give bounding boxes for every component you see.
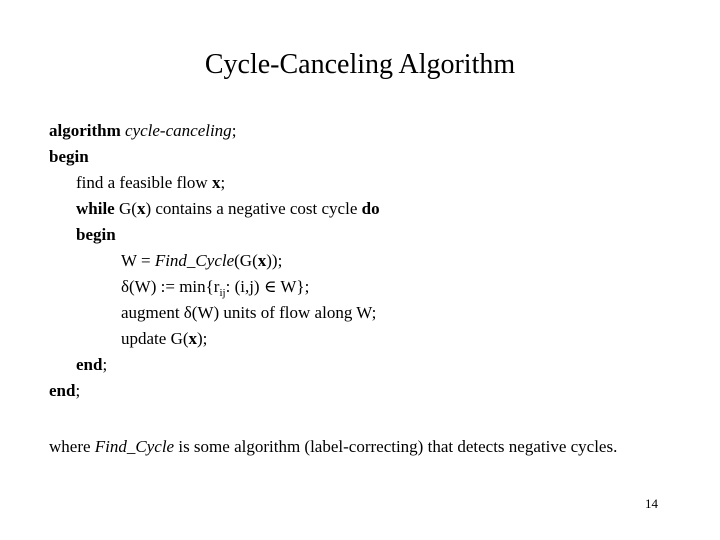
punctuation: ;: [102, 355, 108, 374]
statement-text: : (i,j) ∈ W};: [225, 277, 310, 296]
algorithm-name: cycle-canceling: [125, 121, 232, 140]
statement-text: find a feasible flow: [76, 173, 212, 192]
variable-x: x: [188, 329, 198, 348]
statement-text: δ(W) := min{r: [121, 277, 220, 296]
statement-text: augment δ(W) units of flow along W;: [121, 303, 377, 322]
variable-x: x: [211, 173, 221, 192]
punctuation: ;: [220, 173, 226, 192]
keyword-end: end: [76, 355, 103, 374]
augment-line: [49, 300, 380, 326]
footnote-function-name: Find_Cycle: [94, 437, 175, 456]
footnote-text: where: [49, 437, 95, 456]
slide-title: Cycle-Canceling Algorithm: [204, 49, 516, 80]
function-find-cycle: Find_Cycle: [154, 251, 235, 270]
punctuation: ;: [75, 381, 81, 400]
delta-line: [49, 274, 380, 300]
statement-text: (G(: [234, 251, 258, 270]
condition-text: ) contains a negative cost cycle: [145, 199, 362, 218]
condition-text: G(: [114, 199, 137, 218]
variable-x: x: [136, 199, 146, 218]
inner-end-line: [49, 352, 380, 378]
find-cycle-line: [49, 248, 380, 274]
variable-x: x: [257, 251, 267, 270]
statement-text: update G(: [121, 329, 189, 348]
statement-text: );: [197, 329, 208, 348]
keyword-while: while: [76, 199, 115, 218]
keyword-end: end: [49, 381, 76, 400]
page-number: 14: [645, 496, 658, 511]
find-feasible-flow-line: [49, 170, 380, 196]
keyword-algorithm: algorithm: [49, 121, 121, 140]
keyword-begin: begin: [49, 147, 89, 166]
algorithm-header-line: [49, 118, 380, 144]
update-line: [49, 326, 380, 352]
keyword-do: do: [361, 199, 380, 218]
statement-text: ));: [266, 251, 283, 270]
algorithm-block: [49, 118, 380, 404]
statement-text: W =: [121, 251, 155, 270]
footnote: [49, 434, 617, 460]
punctuation: ;: [231, 121, 237, 140]
while-line: [49, 196, 380, 222]
footnote-text: is some algorithm (label-correcting) that detects negative cycles.: [174, 437, 618, 456]
keyword-begin: begin: [76, 225, 116, 244]
subscript-ij: ij: [219, 287, 226, 299]
end-line: [49, 378, 380, 404]
begin-line: [49, 144, 380, 170]
inner-begin-line: [49, 222, 380, 248]
